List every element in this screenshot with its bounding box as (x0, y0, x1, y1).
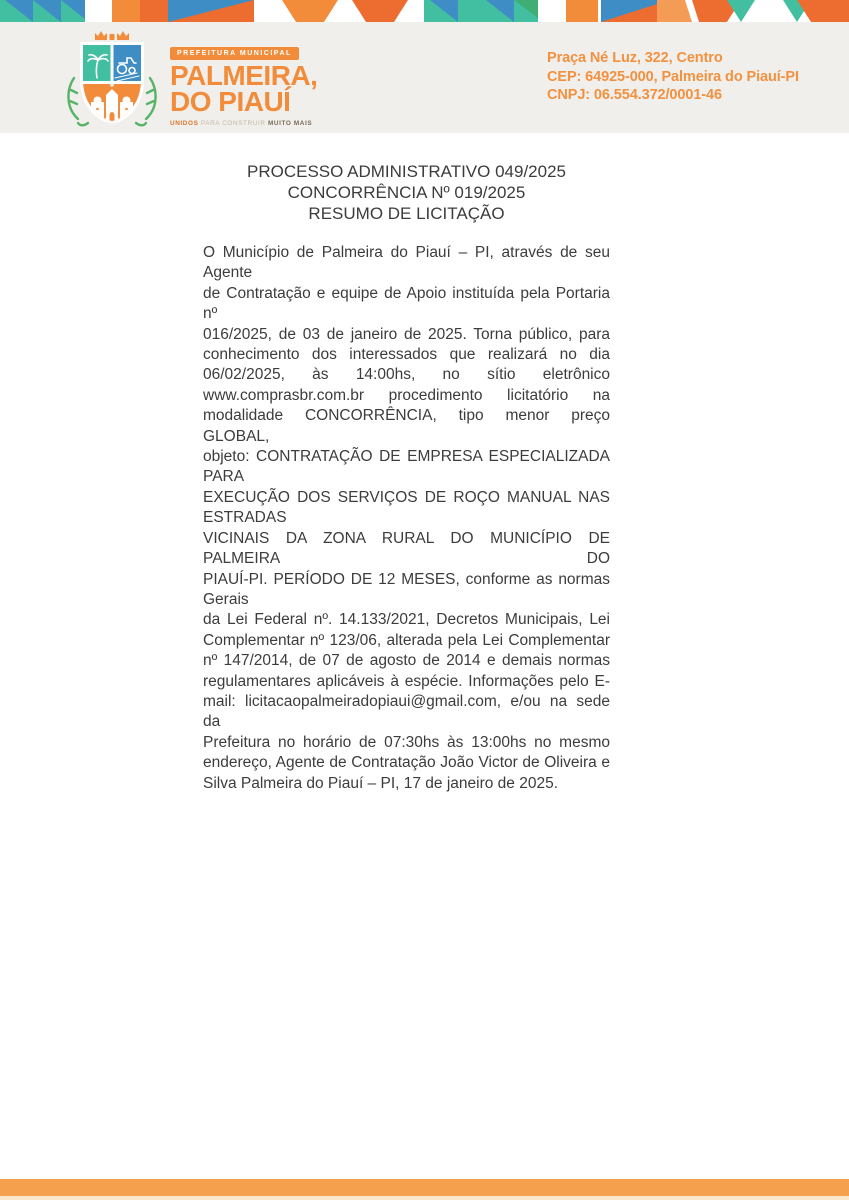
title-line: RESUMO DE LICITAÇÃO (308, 204, 505, 223)
contact-line: CEP: 64925-000, Palmeira do Piauí-PI (547, 68, 799, 85)
document-title (203, 161, 610, 224)
tagline-part-2: PARA CONSTRUIR (198, 120, 268, 127)
document-content (203, 161, 610, 794)
body-line: nº 147/2014, de 07 de agosto de 2014 e demais normas (203, 652, 610, 670)
body-line: Prefeitura no horário de 07:30hs às 13:00hs no mesmo (203, 733, 610, 751)
body-line: endereço, Agente de Contratação João Victor de Oliveira e (203, 754, 610, 772)
tagline-part-1: UNIDOS (170, 120, 199, 127)
logo-tagline (170, 120, 320, 127)
body-line: mail: licitacaopalmeiradopiaui@gmail.com, e/ou na sede da (203, 692, 610, 731)
city-name-line2: DO PIAUÍ (170, 86, 291, 117)
body-line: Complementar nº 123/06, alterada pela Lei Complementar (203, 631, 610, 649)
tagline-part-3: MUITO MAIS (267, 120, 313, 127)
body-line: EXECUÇÃO DOS SERVIÇOS DE ROÇO MANUAL NAS ESTRADAS (203, 488, 610, 527)
footer-orange-bar (0, 1179, 849, 1196)
body-line: www.comprasbr.com.br procedimento licitatório na (203, 386, 610, 404)
body-line: 06/02/2025, às 14:00hs, no sítio eletrônico (203, 366, 610, 384)
body-line: 016/2025, de 03 de janeiro de 2025. Torna público, para (203, 325, 610, 343)
title-line: CONCORRÊNCIA Nº 019/2025 (287, 183, 526, 202)
document-paragraph (203, 243, 610, 794)
letterhead-header (0, 22, 849, 133)
contact-info (547, 49, 799, 105)
logo-wordmark (170, 42, 320, 127)
body-line: O Município de Palmeira do Piauí – PI, através de seu Agente (203, 244, 610, 282)
body-line: Silva Palmeira do Piauí – PI, 17 de janeiro de 2025. (203, 774, 559, 792)
body-line: PIAUÍ-PI. PERÍODO DE 12 MESES, conforme as normas Gerais (203, 570, 610, 608)
body-line: da Lei Federal nº. 14.133/2021, Decretos Municipais, Lei (203, 611, 610, 629)
body-line: conhecimento dos interessados que realizará no dia (203, 346, 610, 364)
prefeitura-badge: PREFEITURA MUNICIPAL (170, 47, 299, 60)
body-line: regulamentares aplicáveis à espécie. Informações pelo E- (203, 672, 610, 690)
body-line: VICINAIS DA ZONA RURAL DO MUNICÍPIO DE PALMEIRA DO (203, 529, 610, 568)
festive-triangle-band (0, 0, 849, 22)
city-crest-logo (58, 28, 166, 130)
contact-line: CNPJ: 06.554.372/0001-46 (547, 87, 722, 104)
crown-icon (95, 31, 129, 40)
body-line: modalidade CONCORRÊNCIA, tipo menor preço GLOBAL, (203, 407, 610, 445)
city-name-line1: PALMEIRA, (170, 60, 318, 91)
body-line: de Contratação e equipe de Apoio instituída pela Portaria nº (203, 284, 610, 323)
body-line: objeto: CONTRATAÇÃO DE EMPRESA ESPECIALIZADA PARA (203, 448, 610, 486)
title-line: PROCESSO ADMINISTRATIVO 049/2025 (246, 162, 566, 181)
footer-pale-strip (0, 1196, 849, 1200)
contact-line: Praça Né Luz, 322, Centro (547, 50, 723, 66)
